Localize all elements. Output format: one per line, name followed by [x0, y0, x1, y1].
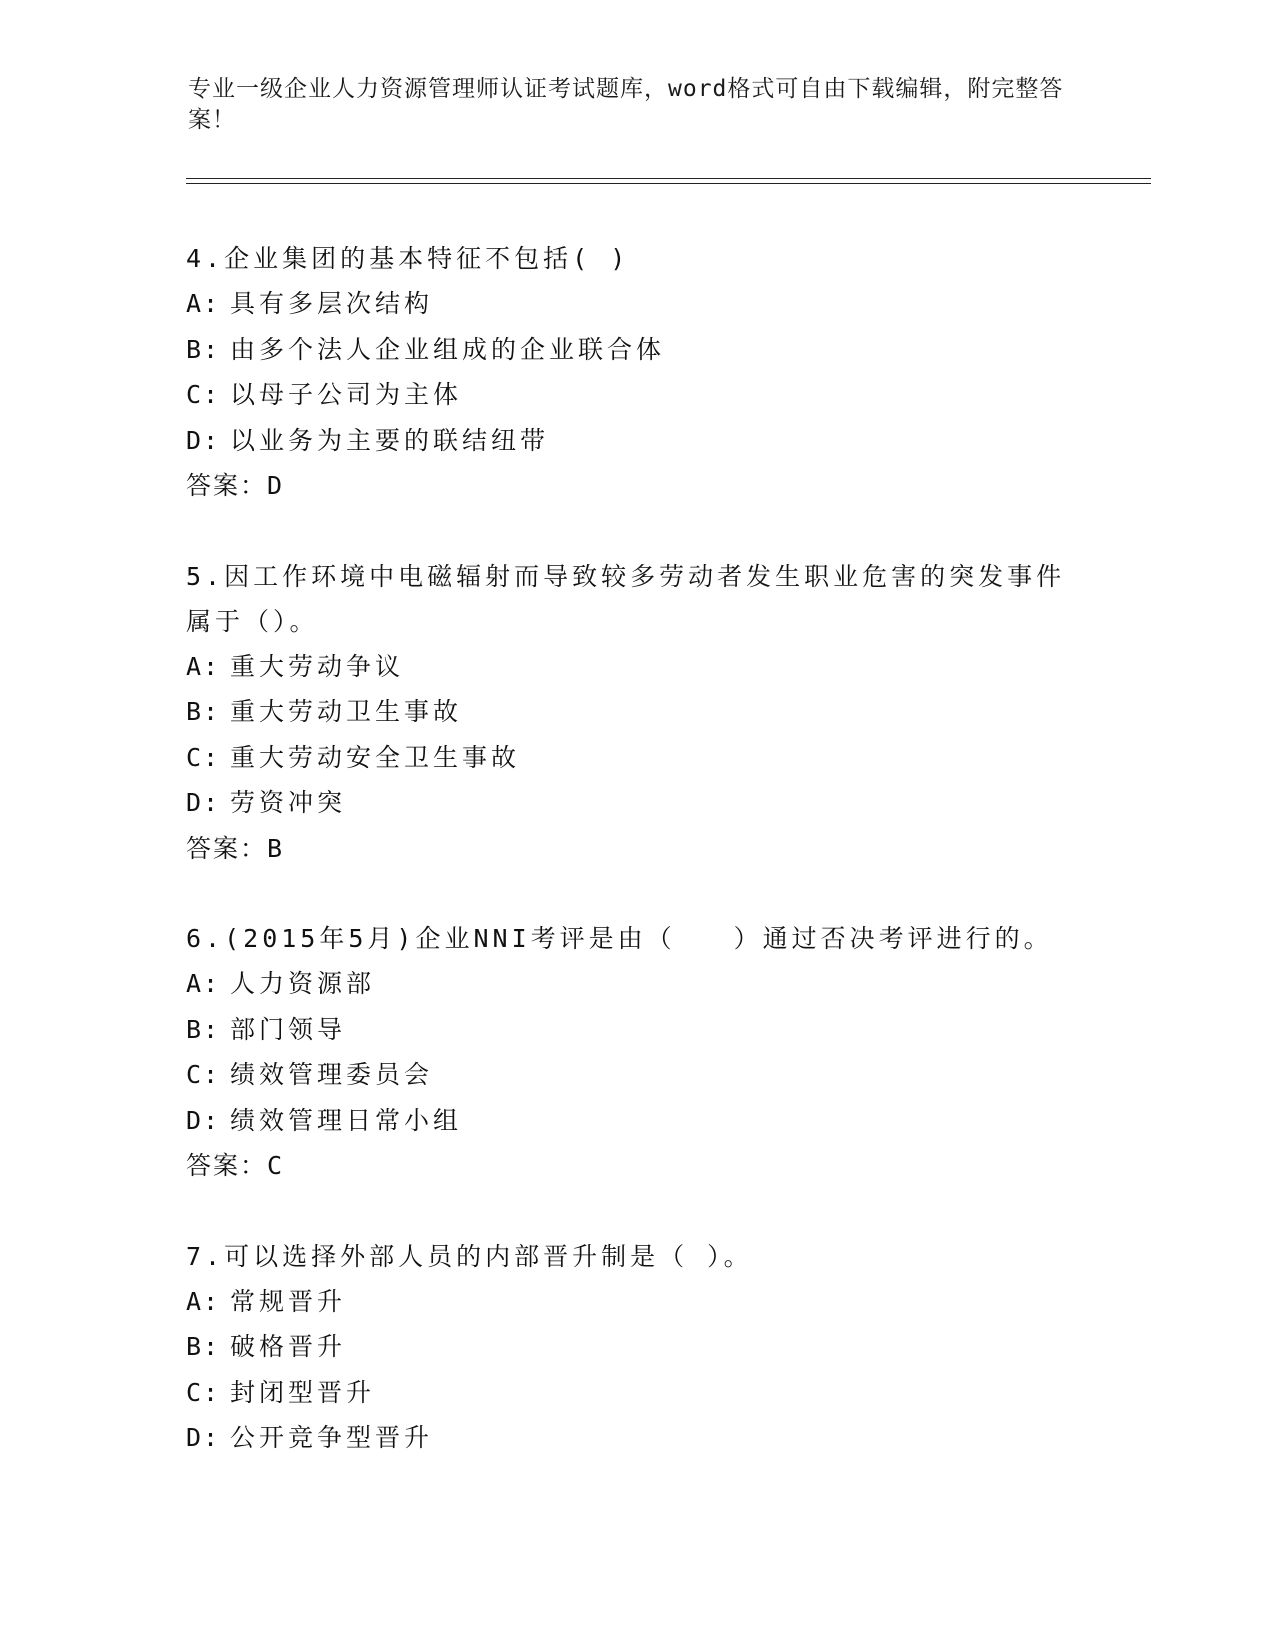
option-text: 绩效管理委员会 — [230, 1060, 434, 1089]
answer-value: D — [267, 471, 283, 500]
option-text: 由多个法人企业组成的企业联合体 — [230, 334, 666, 364]
question-4 — [186, 236, 1086, 509]
option-c — [186, 1370, 1086, 1416]
option-letter: C: — [186, 380, 221, 409]
option-d — [186, 1098, 1086, 1144]
option-c — [186, 372, 1086, 418]
option-letter: A: — [186, 289, 221, 318]
header-divider-top — [186, 178, 1151, 179]
question-stem: 6.(2015年5月)企业NNI考评是由（ ）通过否决考评进行的。 — [186, 924, 1053, 953]
answer-value: B — [267, 833, 283, 863]
option-d — [186, 1415, 1086, 1461]
option-text: 公开竞争型晋升 — [230, 1423, 434, 1452]
option-letter: D: — [186, 425, 221, 455]
option-letter: B: — [186, 1014, 221, 1044]
question-stem: 7.可以选择外部人员的内部晋升制是（ ）。 — [186, 1241, 753, 1271]
option-letter: B: — [186, 334, 221, 364]
answer-line — [186, 826, 1086, 872]
option-letter: D: — [186, 1105, 221, 1135]
option-b — [186, 689, 1086, 735]
option-text: 具有多层次结构 — [230, 289, 434, 318]
answer-value: C — [267, 1151, 283, 1180]
option-d — [186, 780, 1086, 826]
option-letter: B: — [186, 1332, 221, 1361]
option-letter: C: — [186, 742, 221, 772]
option-letter: D: — [186, 1423, 221, 1452]
option-d — [186, 418, 1086, 464]
option-text: 封闭型晋升 — [230, 1377, 376, 1407]
option-letter: C: — [186, 1377, 221, 1407]
option-text: 以母子公司为主体 — [230, 380, 463, 409]
answer-label: 答案： — [186, 1151, 268, 1180]
question-7 — [186, 1234, 1086, 1461]
option-a — [186, 1279, 1086, 1325]
question-5 — [186, 554, 1086, 872]
option-letter: B: — [186, 697, 221, 726]
option-text: 劳资冲突 — [230, 788, 347, 817]
option-text: 重大劳动争议 — [230, 651, 405, 681]
option-b — [186, 1324, 1086, 1370]
option-text: 重大劳动安全卫生事故 — [230, 742, 521, 772]
option-c — [186, 1052, 1086, 1098]
option-a — [186, 281, 1086, 327]
document-header: 专业一级企业人力资源管理师认证考试题库，word格式可自由下载编辑，附完整答案！ — [188, 76, 1064, 133]
option-text: 绩效管理日常小组 — [230, 1105, 463, 1135]
option-text: 重大劳动卫生事故 — [230, 697, 463, 726]
option-letter: C: — [186, 1060, 221, 1089]
option-text: 部门领导 — [230, 1014, 347, 1044]
option-b — [186, 1007, 1086, 1053]
option-letter: A: — [186, 1286, 221, 1316]
question-stem: 4.企业集团的基本特征不包括( ) — [186, 244, 630, 273]
option-b — [186, 327, 1086, 373]
option-text: 常规晋升 — [230, 1286, 347, 1316]
answer-line — [186, 1143, 1086, 1189]
option-letter: A: — [186, 969, 221, 998]
question-6 — [186, 916, 1086, 1189]
answer-label: 答案： — [186, 833, 268, 863]
option-a — [186, 644, 1086, 690]
option-text: 人力资源部 — [230, 969, 376, 998]
answer-line — [186, 463, 1086, 509]
answer-label: 答案： — [186, 471, 268, 500]
option-text: 以业务为主要的联结纽带 — [230, 425, 550, 455]
option-a — [186, 961, 1086, 1007]
option-text: 破格晋升 — [230, 1332, 347, 1361]
option-letter: D: — [186, 788, 221, 817]
option-letter: A: — [186, 651, 221, 681]
option-c — [186, 735, 1086, 781]
question-stem: 5.因工作环境中电磁辐射而导致较多劳动者发生职业危害的突发事件属于（）。 — [186, 561, 1066, 636]
question-list — [186, 236, 1086, 1506]
header-divider-bottom — [186, 183, 1151, 184]
